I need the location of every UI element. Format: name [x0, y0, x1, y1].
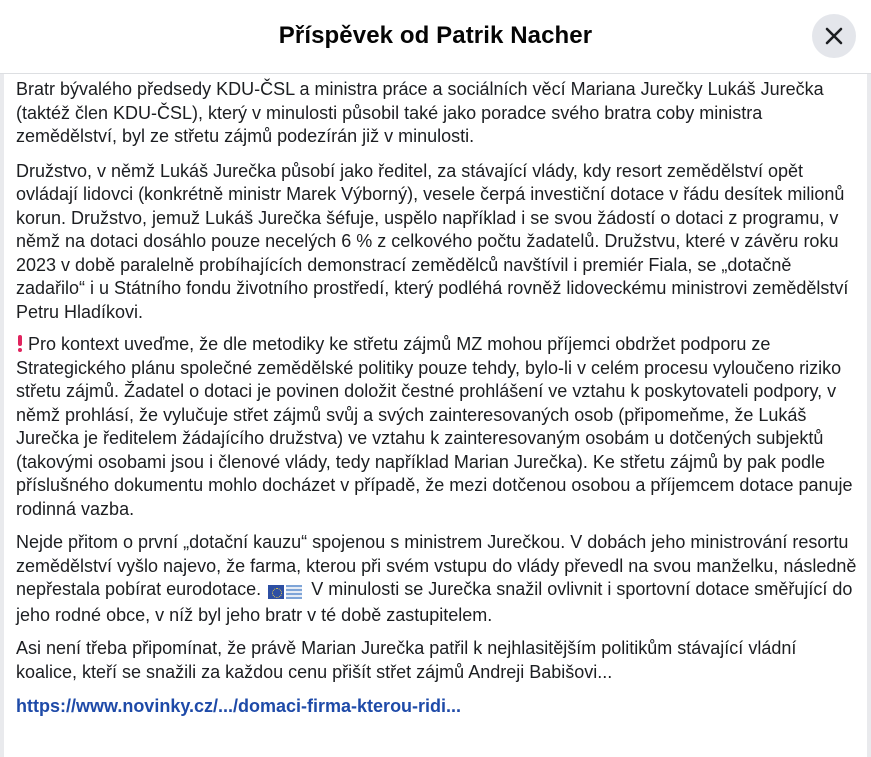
scroll-track-left — [0, 74, 4, 757]
eu-flag-icon — [268, 585, 284, 599]
post-paragraph — [16, 531, 861, 627]
post-paragraph — [16, 333, 861, 521]
post-paragraph: Družstvo, v němž Lukáš Jurečka působí jako ředitel, za stávající vlády, kdy resort zemědělství opět ovládají lidovci (konkrétně ministr Marek Výborný), vesele čerpá investiční dotace v řádu desítek milionů korun. Družstvo, jemuž Lukáš Jurečka šéfuje, uspělo například i se svou žádostí o dotaci z programu, v němž na dotaci dosáhlo pouze necelých 6 % z celkového počtu žadatelů. Družstvu, které v závěru roku 2023 v době paralelně probíhajících demonstrací zemědělců navštívil i premiér Fiala, se „dotačně zadařilo“ i u Státního fondu životního prostředí, který podléhá rovněž lidoveckému ministrovi zemědělství Petru Hladíkovi. — [16, 160, 849, 322]
post-body — [16, 78, 861, 719]
scroll-track-right[interactable] — [867, 74, 871, 757]
post-paragraph: Bratr bývalého předsedy KDU-ČSL a ministra práce a sociálních věcí Mariana Jurečky Lukáš Jurečka (taktéž člen KDU-ČSL), který v minulosti působil také jako poradce svého bratra coby ministra zemědělství, byl ze střetu zájmů podezírán již v minulosti. — [16, 79, 824, 146]
close-button[interactable] — [812, 14, 856, 58]
flag-emojis — [268, 580, 304, 604]
post-paragraph-text: Nejde přitom o první „dotační kauzu“ spojenou s ministrem Jurečkou. V dobách jeho ministrování resortu zemědělství vyšlo najevo, že farma, kterou při svém vstupu do vlády převedl na svou manželku, následně nepřestala pobírat eurodotace. — [16, 532, 857, 599]
dialog-title: Příspěvek od Patrik Nacher — [278, 21, 593, 49]
article-link[interactable]: https://www.novinky.cz/.../domaci-firma-kterou-ridi... — [16, 696, 462, 716]
post-paragraph: Asi není třeba připomínat, že právě Marian Jurečka patřil k nejhlasitějším politikům stávající vládní koalice, kteří se snažili za každou cenu přišít střet zájmů Andreji Babišovi... — [16, 638, 797, 682]
dialog-header — [0, 0, 871, 74]
flag-icon — [286, 585, 302, 599]
close-icon — [824, 26, 844, 46]
red-exclamation-icon — [16, 334, 24, 352]
post-paragraph-text: V minulosti se Jurečka snažil ovlivnit i sportovní dotace směřující do jeho rodné obce, v níž byl jeho bratr v té době zastupitelem. — [16, 579, 853, 625]
post-paragraph-text: Pro kontext uveďme, že dle metodiky ke střetu zájmů MZ mohou příjemci obdržet podporu ze Strategického plánu společné zemědělské politiky pouze tehdy, bylo-li v celém procesu vyloučeno riziko střetu zájmů. Žadatel o dotaci je povinen doložit čestné prohlášení ve vztahu k poskytovateli podpory, v němž prohlásí, že vylučuje střet zájmů svůj a svých zainteresovaných osob (připomeňme, že Lukáš Jurečka je ředitelem žádajícího družstva) ve vztahu k zainteresovaným osobám u dotčených subjektů (takovými osobami jsou i členové vlády, tedy například Marian Jurečka). Ke střetu zájmů by pak podle příslušného dokumentu mohlo docházet v případě, že mezi dotčenou osobou a příjemcem dotace panuje rodinná vazba. — [16, 334, 853, 519]
